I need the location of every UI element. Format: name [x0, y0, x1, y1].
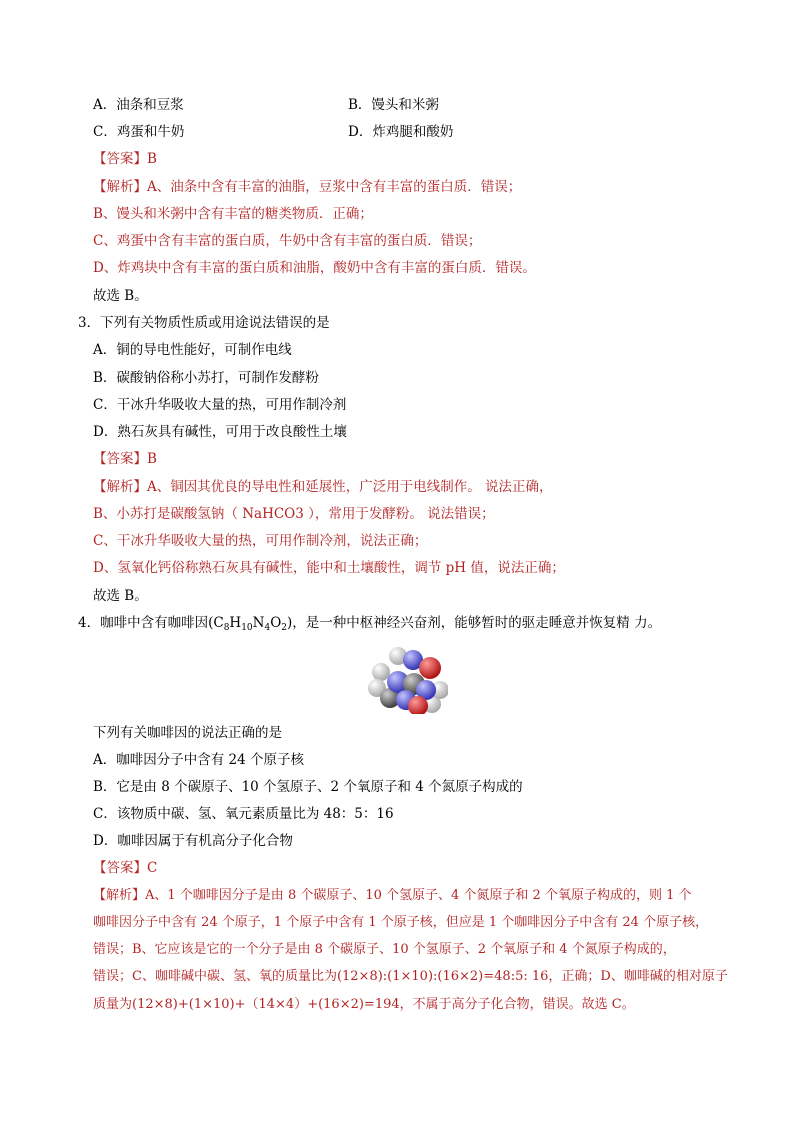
analysis-line: B、小苏打是碳酸氢钠（ NaHCO3 ），常用于发酵粉。 说法错误；	[93, 506, 495, 522]
analysis-line: 错误；C、咖啡碱中碳、氢、氧的质量比为(12×8):(1×10):(16×2)=48:5: 16，正确；D、咖啡碱的相对原子	[93, 969, 728, 984]
question-prompt: 下列有关咖啡因的说法正确的是	[93, 725, 282, 741]
option-c: C．该物质中碳、氢、氧元素质量比为 48：5：16	[93, 806, 394, 822]
analysis-line: 【解析】A、铜因其优良的导电性和延展性，广泛用于电线制作。 说法正确，	[93, 479, 553, 495]
option-d: D．炸鸡腿和酸奶	[348, 124, 454, 140]
option-a: A．油条和豆浆	[93, 97, 184, 113]
question-stem: 3．下列有关物质性质或用途说法错误的是	[78, 315, 330, 331]
option-d: D．熟石灰具有碱性，可用于改良酸性土壤	[93, 424, 347, 440]
question-stem: 4．咖啡中含有咖啡因$(C_8H_{10}N_4O_2)$，是一种中枢神经兴奋剂，能够暂时的驱走睡意并恢复精 力。	[78, 615, 662, 633]
option-b: B．碳酸钠俗称小苏打，可制作发酵粉	[93, 370, 319, 386]
analysis-line: D、炸鸡块中含有丰富的蛋白质和油脂，酸奶中含有丰富的蛋白质．错误。	[93, 260, 536, 276]
option-a: A．铜的导电性能好，可制作电线	[93, 342, 292, 358]
option-a: A．咖啡因分子中含有 24 个原子核	[93, 752, 305, 768]
caffeine-molecule-image	[368, 644, 448, 714]
option-c: C．鸡蛋和牛奶	[93, 124, 185, 140]
analysis-line: 【解析】A、油条中含有丰富的油脂，豆浆中含有丰富的蛋白质．错误；	[93, 179, 522, 195]
analysis-line: B、馒头和米粥中含有丰富的糖类物质．正确；	[93, 206, 373, 222]
answer-line: 【答案】B	[93, 151, 157, 167]
analysis-line: D、氢氧化钙俗称熟石灰具有碱性，能中和土壤酸性，调节 pH 值，说法正确；	[93, 560, 565, 576]
conclusion: 故选 B。	[93, 288, 148, 304]
option-c: C．干冰升华吸收大量的热，可用作制冷剂	[93, 397, 347, 413]
analysis-line: 咖啡因分子中含有 24 个原子，1 个原子中含有 1 个原子核，但应是 1 个咖啡因分子中含有 24 个原子核，	[93, 915, 709, 930]
option-b: B．馒头和米粥	[348, 97, 439, 113]
answer-line: 【答案】C	[93, 860, 158, 876]
analysis-line: 【解析】A、1 个咖啡因分子是由 8 个碳原子、10 个氢原子、4 个氮原子和 2 个氧原子构成的，则 1 个	[93, 888, 692, 903]
analysis-line: C、鸡蛋中含有丰富的蛋白质，牛奶中含有丰富的蛋白质．错误；	[93, 233, 482, 249]
conclusion: 故选 B。	[93, 588, 148, 604]
analysis-line: 质量为(12×8)+(1×10)+（14×4）+(16×2)=194，不属于高分子化合物，错误。故选 C。	[93, 997, 635, 1012]
analysis-line: 错误；B、它应该是它的一个分子是由 8 个碳原子、10 个氢原子、2 个氧原子和 4 个氮原子构成的，	[93, 942, 676, 957]
option-d: D．咖啡因属于有机高分子化合物	[93, 833, 293, 849]
option-b: B．它是由 8 个碳原子、10 个氢原子、2 个氧原子和 4 个氮原子构成的	[93, 779, 523, 795]
analysis-line: C、干冰升华吸收大量的热，可用作制冷剂，说法正确；	[93, 533, 428, 549]
answer-line: 【答案】B	[93, 451, 157, 467]
